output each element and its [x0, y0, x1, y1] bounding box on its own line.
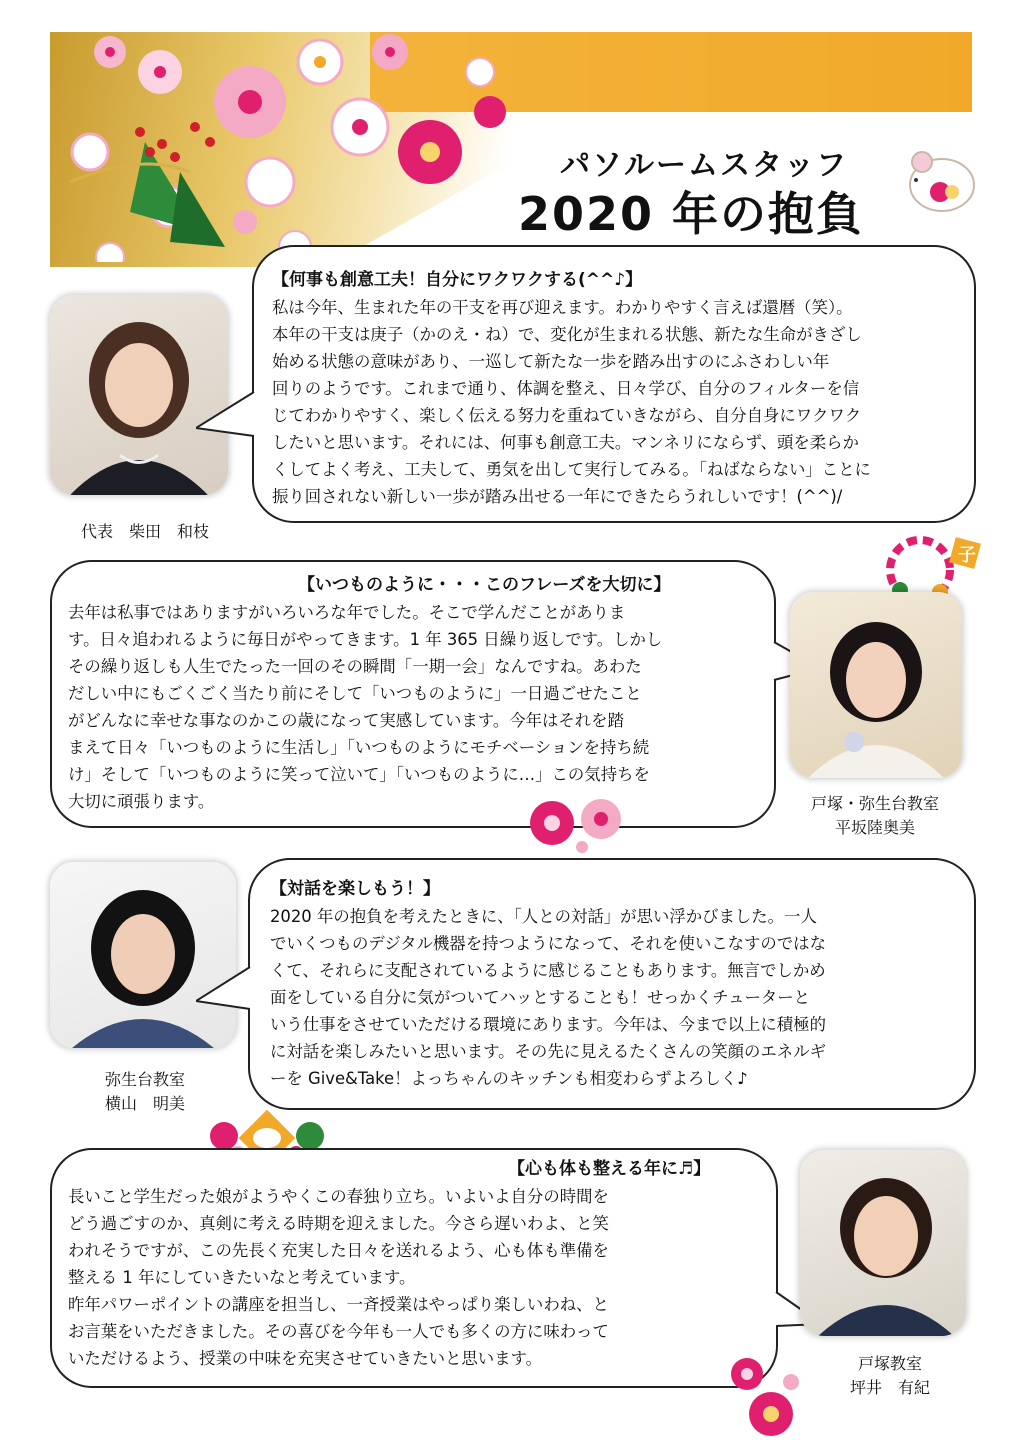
text-line: ーを Give&Take！よっちゃんのキッチンも相変わらずよろしく♪ — [270, 1069, 748, 1088]
text-line: だしい中にもごくごく当たり前にそして「いつものように」一日過ごせたこと — [68, 684, 642, 703]
text-line: その繰り返しも人生でたった一回のその瞬間「一期一会」なんですね。あわた — [68, 657, 642, 676]
text-line: 2020 年の抱負を考えたときに、「人との対話」が思い浮かびました。一人 — [270, 907, 817, 926]
text-line: くしてよく考え、工夫して、勇気を出して実行してみる。「ねばならない」ことに — [272, 460, 871, 479]
bubble-tail-1 — [196, 390, 256, 440]
text-line: まえて日々「いつものように生活し」「いつものようにモチベーションを持ち続 — [68, 738, 650, 757]
text-line: お言葉をいただきました。その喜びを今年も一人でも多くの方に味わって — [68, 1322, 609, 1341]
caption-shibata: 代表 柴田 和枝 — [80, 522, 209, 541]
text-line: す。日々追われるように毎日がやってきます。1 年 365 日繰り返しです。しかし — [68, 630, 663, 649]
section-heading-3: 【対話を楽しもう！】 — [270, 879, 440, 899]
text-line: どう過ごすのか、真剣に考える時期を迎えました。今さら遅いわよ、と笑 — [68, 1214, 609, 1233]
mouse-ornament-icon — [900, 140, 980, 220]
text-line: 昨年パワーポイントの講座を担当し、一斉授業はやっぱり楽しいわね、と — [68, 1295, 609, 1314]
caption-yokoyama: 弥生台教室 横山 明美 — [104, 1070, 185, 1113]
text-line: じてわかりやすく、楽しく伝える努力を重ねていきながら、自分自身にワクワク — [272, 406, 862, 425]
text-line: 回りのようです。これまで通り、体調を整え、日々学び、自分のフィルターを信 — [272, 379, 860, 398]
text-line: がどんなに幸せな事なのかこの歳になって実感しています。今年はそれを踏 — [68, 711, 624, 730]
text-line: したいと思います。それには、何事も創意工夫。マンネリにならず、頭を柔らか — [272, 433, 859, 452]
person-silhouette-icon — [50, 862, 236, 1048]
text-line: 大切に頑張ります。 — [68, 792, 215, 811]
text-line: け」そして「いつものように笑って泣いて」「いつものように…」この気持ちを — [68, 765, 650, 784]
text-line: 長いこと学生だった娘がようやくこの春独り立ち。いよいよ自分の時間を — [68, 1187, 609, 1206]
text-line: いう仕事をさせていただける環境にあります。今年は、今まで以上に積極的 — [270, 1015, 826, 1034]
text-line: 始める状態の意味があり、一巡して新たな一歩を踏み出すのにふさわしい年 — [272, 352, 830, 371]
section-heading-4: 【心も体も整える年に♬】 — [508, 1159, 711, 1179]
caption-hirasaka: 戸塚・弥生台教室 平坂陸奥美 — [810, 794, 939, 837]
caption-tsuboi: 戸塚教室 坪井 有紀 — [849, 1354, 930, 1397]
portrait-photo-hirasaka — [790, 592, 962, 778]
nezumi-badge: 子 — [958, 545, 976, 566]
section-heading-2: 【いつものように・・・このフレーズを大切に】 — [298, 575, 671, 595]
text-line: くて、それらに支配されているように感じることもあります。無言でしかめ — [270, 961, 826, 980]
text-line: に対話を楽しみたいと思います。その先に見えるたくさんの笑顔のエネルギ — [270, 1042, 826, 1061]
text-line: 去年は私事ではありますがいろいろな年でした。そこで学んだことがありま — [68, 603, 626, 622]
section-heading-1: 【何事も創意工夫！自分にワクワクする(^^♪】 — [272, 270, 643, 290]
plum-blossom-icon — [725, 1352, 805, 1442]
speech-bubble-3 — [248, 858, 976, 1110]
plum-blossom-icon — [526, 795, 636, 855]
page-subtitle: パソルームスタッフ — [560, 148, 848, 183]
text-line: 振り回されない新しい一歩が踏み出せる一年にできたらうれしいです！(^^)/ — [272, 487, 843, 506]
bubble-tail-3 — [196, 965, 252, 1015]
portrait-photo-tsuboi — [800, 1150, 966, 1336]
text-line: 面をしている自分に気がついてハッとすることも！せっかくチューターと — [270, 988, 811, 1007]
text-line: 本年の干支は庚子（かのえ・ね）で、変化が生まれる状態、新たな生命がきざし — [272, 325, 862, 344]
person-silhouette-icon — [800, 1150, 966, 1336]
speech-bubble-2 — [50, 560, 776, 828]
text-line: いただけるよう、授業の中味を充実させていきたいと思います。 — [68, 1349, 543, 1368]
text-line: われそうですが、この先長く充実した日々を送れるよう、心も体も準備を — [68, 1241, 609, 1260]
new-year-flower-decoration — [50, 32, 510, 262]
portrait-photo-yokoyama — [50, 862, 236, 1048]
text-line: でいくつものデジタル機器を持つようになって、それを使いこなすのではな — [270, 934, 826, 953]
text-line: 整える 1 年にしていきたいなと考えています。 — [68, 1268, 416, 1287]
text-line: 私は今年、生まれた年の干支を再び迎えます。わかりやすく言えば還暦（笑）。 — [272, 298, 853, 317]
page-title: 2020 年の抱負 — [518, 187, 865, 241]
speech-bubble-1 — [252, 245, 976, 523]
speech-bubble-4 — [50, 1148, 778, 1388]
person-silhouette-icon — [790, 592, 962, 778]
